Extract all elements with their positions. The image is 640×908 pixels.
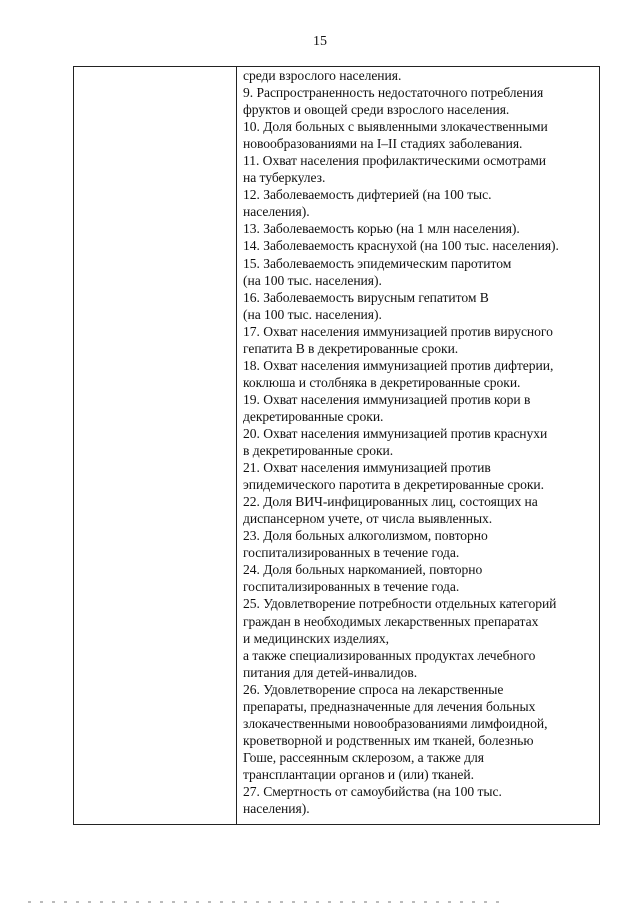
indicator-table: [73, 66, 600, 825]
text-line: 22. Доля ВИЧ-инфицированных лиц, состоящих на: [243, 494, 538, 510]
text-line: и медицинских изделиях,: [243, 630, 389, 646]
scan-mark: [100, 901, 103, 903]
text-line: населения).: [243, 204, 310, 220]
table-right-column: [237, 67, 599, 817]
scan-mark: [316, 901, 319, 903]
text-line: 10. Доля больных с выявленными злокачественными: [243, 119, 548, 135]
text-line: новообразованиями на I–II стадиях заболевания.: [243, 136, 523, 152]
scan-mark: [304, 901, 307, 903]
text-line: населения).: [243, 801, 310, 817]
text-line: 19. Охват населения иммунизацией против кори в: [243, 391, 531, 407]
text-line: 15. Заболеваемость эпидемическим паротитом: [243, 255, 512, 271]
scan-mark: [268, 901, 271, 903]
scan-mark: [220, 901, 223, 903]
text-line: госпитализированных в течение года.: [243, 545, 460, 561]
text-line: кроветворной и родственных им тканей, болезнью: [243, 732, 534, 748]
scan-mark: [412, 901, 415, 903]
scan-mark: [244, 901, 247, 903]
text-line: в декретированные сроки.: [243, 443, 394, 459]
text-line: 17. Охват населения иммунизацией против вирусного: [243, 323, 553, 339]
text-line: фруктов и овощей среди взрослого населения.: [243, 102, 510, 118]
page-number: 15: [313, 34, 327, 49]
scan-mark: [448, 901, 451, 903]
scan-mark: [328, 901, 331, 903]
scan-mark: [52, 901, 55, 903]
scan-mark: [148, 901, 151, 903]
text-line: трансплантации органов и (или) тканей.: [243, 766, 474, 782]
text-line: 26. Удовлетворение спроса на лекарственные: [243, 681, 504, 697]
scan-mark: [88, 901, 91, 903]
scan-mark: [256, 901, 259, 903]
text-line: декретированные сроки.: [243, 408, 384, 424]
scan-mark: [364, 901, 367, 903]
text-line: 11. Охват населения профилактическими осмотрами: [243, 153, 546, 169]
text-line: 20. Охват населения иммунизацией против краснухи: [243, 425, 548, 441]
text-line: 13. Заболеваемость корью (на 1 млн населения).: [243, 221, 520, 237]
text-line: 18. Охват населения иммунизацией против дифтерии,: [243, 357, 554, 373]
text-line: 23. Доля больных алкоголизмом, повторно: [243, 528, 488, 544]
scan-mark: [184, 901, 187, 903]
scan-mark: [124, 901, 127, 903]
text-line: на туберкулез.: [243, 170, 326, 186]
scan-mark: [280, 901, 283, 903]
scan-mark: [388, 901, 391, 903]
text-line: 9. Распространенность недостаточного потребления: [243, 85, 544, 101]
text-line: питания для детей-инвалидов.: [243, 664, 418, 680]
scan-mark: [160, 901, 163, 903]
scan-mark: [292, 901, 295, 903]
text-line: (на 100 тыс. населения).: [243, 306, 382, 322]
text-line: коклюша и столбняка в декретированные сроки.: [243, 374, 521, 390]
text-line: диспансерном учете, от числа выявленных.: [243, 511, 493, 527]
scan-mark: [28, 901, 31, 903]
scan-mark: [352, 901, 355, 903]
text-line: эпидемического паротита в декретированные сроки.: [243, 477, 544, 493]
scan-mark: [424, 901, 427, 903]
scan-mark: [340, 901, 343, 903]
scan-mark: [136, 901, 139, 903]
text-line: а также специализированных продуктах лечебного: [243, 647, 536, 663]
scan-mark: [472, 901, 475, 903]
scan-mark: [496, 901, 499, 903]
text-line: злокачественными новообразованиями лимфоидной,: [243, 715, 548, 731]
scan-mark: [208, 901, 211, 903]
text-line: 25. Удовлетворение потребности отдельных категорий: [243, 596, 557, 612]
text-line: 21. Охват населения иммунизацией против: [243, 460, 491, 476]
text-line: гепатита В в декретированные сроки.: [243, 340, 459, 356]
text-line: граждан в необходимых лекарственных препаратах: [243, 613, 539, 629]
text-line: 12. Заболеваемость дифтерией (на 100 тыс.: [243, 187, 492, 203]
text-line: 14. Заболеваемость краснухой (на 100 тыс. населения).: [243, 238, 559, 254]
text-line: (на 100 тыс. населения).: [243, 272, 382, 288]
text-line: препараты, предназначенные для лечения больных: [243, 698, 536, 714]
text-line: 24. Доля больных наркоманией, повторно: [243, 562, 483, 578]
scan-mark: [232, 901, 235, 903]
scan-mark: [76, 901, 79, 903]
scan-mark: [436, 901, 439, 903]
scan-mark: [112, 901, 115, 903]
scan-mark: [40, 901, 43, 903]
scan-mark: [196, 901, 199, 903]
text-line: 16. Заболеваемость вирусным гепатитом В: [243, 289, 489, 305]
footer-scan-marks: [28, 890, 588, 894]
scan-mark: [64, 901, 67, 903]
scan-mark: [172, 901, 175, 903]
text-line: Гоше, рассеянным склерозом, а также для: [243, 749, 484, 765]
scan-mark: [484, 901, 487, 903]
table-left-column: [74, 67, 237, 824]
scan-mark: [460, 901, 463, 903]
scan-mark: [400, 901, 403, 903]
text-line: среди взрослого населения.: [243, 68, 402, 83]
scan-mark: [376, 901, 379, 903]
text-line: 27. Смертность от самоубийства (на 100 тыс.: [243, 783, 502, 799]
text-line: госпитализированных в течение года.: [243, 579, 460, 595]
